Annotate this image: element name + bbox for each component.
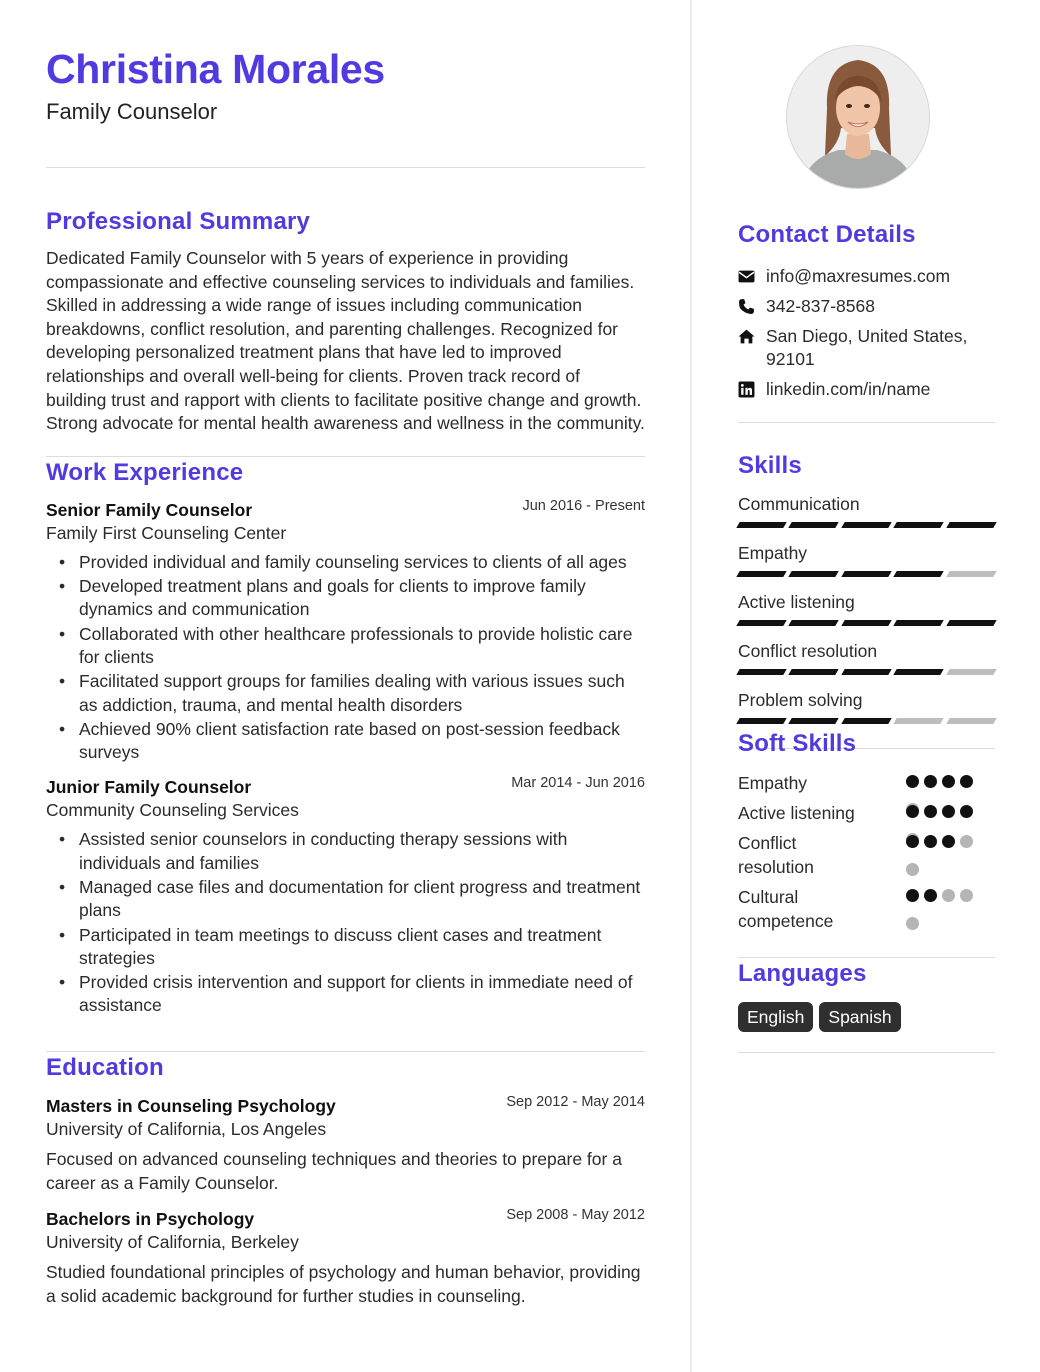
skill-level-segment [841, 571, 892, 577]
skill-level-segment [841, 718, 892, 724]
profile-photo [786, 45, 930, 189]
bullet-text: Facilitated support groups for families dealing with various issues such as addiction, trauma, and mental health disorders [79, 671, 625, 715]
level-dot [960, 805, 973, 818]
level-dot [942, 805, 955, 818]
job-bullets [46, 828, 645, 1017]
job-organization: Family First Counseling Center [46, 522, 287, 543]
level-dot [924, 889, 937, 902]
linkedin-text: linkedin.com/in/name [766, 379, 931, 399]
level-dot [906, 775, 919, 788]
soft-skills-section [738, 729, 995, 958]
soft-skill-row [738, 801, 995, 825]
job-organization: Community Counseling Services [46, 800, 299, 821]
skill-row [738, 689, 995, 724]
experience-divider [46, 1051, 645, 1052]
skill-level-bar [738, 669, 995, 675]
skill-level-segment [946, 522, 997, 528]
education-title: Education [46, 1053, 164, 1081]
skill-level-segment [736, 522, 787, 528]
skill-level-segment [736, 571, 787, 577]
education-dates: Sep 2008 - May 2012 [506, 1206, 645, 1223]
contact-divider [738, 422, 995, 423]
soft-skill-name [738, 885, 888, 933]
level-dot [924, 775, 937, 788]
education-entry [46, 1207, 645, 1309]
level-dot [906, 917, 919, 930]
language-badge: English [738, 1002, 813, 1032]
experience-title: Work Experience [46, 458, 244, 486]
candidate-name: Christina Morales [46, 46, 385, 92]
level-dot [960, 835, 973, 848]
soft-skill-row [738, 771, 995, 795]
bullet-icon: • [59, 671, 66, 692]
job-entry [46, 775, 645, 1017]
address-line-1: San Diego, United States, [766, 326, 968, 346]
bullet-icon: • [59, 623, 66, 644]
soft-skill-name-line: Empathy [738, 773, 808, 793]
soft-skills-divider [738, 957, 995, 958]
skill-level-segment [789, 620, 840, 626]
skill-level-segment [841, 620, 892, 626]
soft-skill-name [738, 831, 888, 879]
job-entry [46, 498, 645, 765]
soft-skill-level-dots [906, 889, 980, 930]
summary-divider [46, 456, 645, 457]
skill-level-segment [946, 718, 997, 724]
bullet-icon: • [59, 924, 66, 945]
phone-icon [738, 298, 755, 315]
skills-title: Skills [738, 452, 802, 479]
list-item [46, 623, 645, 669]
skill-level-segment [893, 620, 944, 626]
list-item [46, 828, 645, 874]
job-dates: Jun 2016 - Present [522, 497, 645, 514]
column-divider [690, 0, 692, 1372]
address-line-2: 92101 [766, 349, 815, 369]
skill-name: Active listening [738, 592, 855, 612]
languages-title: Languages [738, 960, 867, 987]
languages-list [738, 1002, 995, 1032]
language-badge: Spanish [819, 1002, 900, 1032]
header-divider [46, 167, 645, 168]
level-dot [906, 863, 919, 876]
list-item [46, 971, 645, 1017]
skill-level-segment [893, 522, 944, 528]
skills-section [738, 451, 995, 749]
bullet-text: Assisted senior counselors in conducting therapy sessions with individuals and families [79, 829, 568, 873]
job-dates: Mar 2014 - Jun 2016 [511, 775, 645, 792]
home-icon [738, 328, 755, 345]
level-dot [906, 835, 919, 848]
skill-level-bar [738, 571, 995, 577]
languages-divider [738, 1052, 995, 1053]
bullet-text: Collaborated with other healthcare professionals to provide holistic care for clients [79, 623, 633, 667]
education-header [46, 1094, 645, 1118]
skill-name: Communication [738, 494, 860, 514]
skill-row [738, 493, 995, 528]
skill-level-segment [946, 669, 997, 675]
skill-level-bar [738, 718, 995, 724]
bullet-icon: • [59, 972, 66, 993]
skill-level-segment [946, 571, 997, 577]
job-title: Senior Family Counselor [46, 499, 253, 520]
skill-level-segment [736, 669, 787, 675]
list-item [46, 575, 645, 621]
level-dot [924, 835, 937, 848]
soft-skill-name-line: Conflict [738, 833, 797, 853]
skills-list [738, 493, 995, 724]
soft-skill-name [738, 801, 888, 825]
list-item [46, 876, 645, 922]
job-header [46, 498, 645, 522]
job-header [46, 775, 645, 799]
soft-skill-name [738, 771, 888, 795]
bullet-icon: • [59, 718, 66, 739]
level-dot [942, 889, 955, 902]
soft-skills-title: Soft Skills [738, 730, 857, 757]
education-description: Studied foundational principles of psychology and human behavior, providing a solid academic background for further studies in counseling. [46, 1261, 641, 1307]
bullet-icon: • [59, 829, 66, 850]
contact-email[interactable] [738, 265, 995, 288]
languages-section [738, 959, 995, 1053]
skill-row [738, 591, 995, 626]
skill-level-segment [789, 522, 840, 528]
skill-row [738, 640, 995, 675]
school-name: University of California, Los Angeles [46, 1118, 327, 1139]
bullet-icon: • [59, 876, 66, 897]
level-dot [960, 775, 973, 788]
bullet-icon: • [59, 551, 66, 572]
job-title: Junior Family Counselor [46, 777, 252, 798]
education-header [46, 1207, 645, 1231]
skill-name: Problem solving [738, 690, 863, 710]
level-dot [942, 775, 955, 788]
skill-level-segment [893, 571, 944, 577]
main-column [46, 44, 645, 1309]
soft-skill-name-line: competence [738, 911, 834, 931]
envelope-icon [738, 268, 755, 285]
bullet-text: Participated in team meetings to discuss client cases and treatment strategies [79, 924, 602, 968]
job-bullets [46, 551, 645, 765]
soft-skill-level-dots [906, 835, 980, 876]
contact-phone[interactable] [738, 295, 995, 318]
education-description: Focused on advanced counseling techniques and theories to prepare for a career as a Family Counselor. [46, 1148, 622, 1194]
skill-row [738, 542, 995, 577]
skill-level-segment [789, 718, 840, 724]
bullet-icon: • [59, 576, 66, 597]
skill-name: Conflict resolution [738, 641, 878, 661]
skill-level-segment [893, 669, 944, 675]
skill-level-segment [789, 571, 840, 577]
contact-address [738, 325, 995, 371]
skill-level-segment [841, 669, 892, 675]
summary-title: Professional Summary [46, 208, 311, 235]
level-dot [906, 805, 919, 818]
contact-linkedin[interactable] [738, 378, 995, 401]
bullet-text: Provided individual and family counseling services to clients of all ages [79, 551, 627, 572]
list-item [46, 924, 645, 970]
level-dot [906, 889, 919, 902]
list-item [46, 670, 645, 716]
soft-skill-name-line: Active listening [738, 803, 855, 823]
education-entry [46, 1094, 645, 1196]
bullet-text: Provided crisis intervention and support for clients in immediate need of assistance [79, 972, 633, 1016]
skill-name: Empathy [738, 543, 808, 563]
list-item [46, 718, 645, 764]
skill-level-bar [738, 522, 995, 528]
level-dot [960, 889, 973, 902]
bullet-text: Achieved 90% client satisfaction rate based on post-session feedback surveys [79, 718, 620, 763]
bullet-text: Managed case files and documentation for client progress and treatment plans [79, 876, 641, 921]
email-text: info@maxresumes.com [766, 266, 951, 286]
education-dates: Sep 2012 - May 2014 [506, 1093, 645, 1110]
skill-level-segment [736, 718, 787, 724]
skill-level-segment [946, 620, 997, 626]
degree-title: Masters in Counseling Psychology [46, 1095, 336, 1116]
skill-level-segment [736, 620, 787, 626]
skill-level-segment [789, 669, 840, 675]
avatar-illustration [787, 46, 929, 188]
list-item [46, 551, 645, 574]
skill-level-bar [738, 620, 995, 626]
skill-level-segment [841, 522, 892, 528]
school-name: University of California, Berkeley [46, 1231, 299, 1252]
linkedin-icon [738, 381, 755, 398]
bullet-text: Developed treatment plans and goals for clients to improve family dynamics and communication [79, 576, 586, 620]
summary-text: Dedicated Family Counselor with 5 years of experience in providing compassionate and effective counseling services to individuals and families. Skilled in addressing a wide range of issues including communication breakdowns, conflict resolution, and parenting challenges. Recognized for developing personalized treatment plans that have led to improved relationships and overall well-being for clients. Proven track record of building trust and rapport with clients to facilitate positive change and growth. Strong advocate for mental health awareness and wellness in the community. [46, 248, 645, 434]
contact-section [738, 220, 995, 423]
degree-title: Bachelors in Psychology [46, 1208, 255, 1229]
soft-skill-name-line: Cultural [738, 887, 799, 907]
candidate-role: Family Counselor [46, 99, 218, 124]
soft-skills-list [738, 771, 995, 933]
soft-skill-name-line: resolution [738, 857, 814, 877]
level-dot [924, 805, 937, 818]
phone-text: 342-837-8568 [766, 296, 875, 316]
level-dot [942, 835, 955, 848]
contact-title: Contact Details [738, 221, 916, 248]
skill-level-segment [893, 718, 944, 724]
soft-skill-row [738, 831, 995, 879]
soft-skill-row [738, 885, 995, 933]
